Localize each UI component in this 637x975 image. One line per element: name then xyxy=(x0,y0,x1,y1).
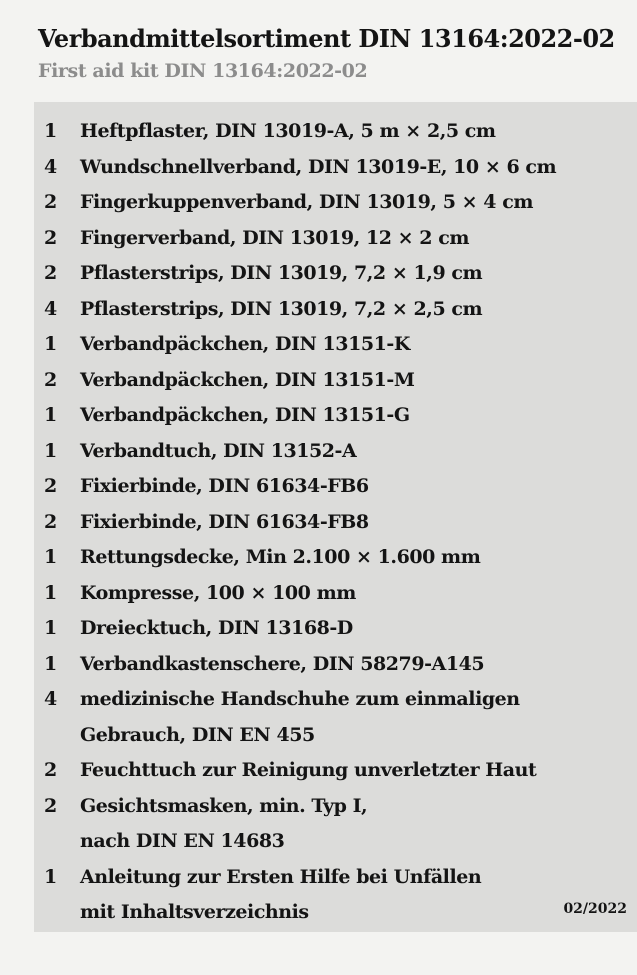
item-description xyxy=(72,256,637,292)
item-description xyxy=(72,647,637,683)
item-description xyxy=(72,327,637,363)
item-quantity: 2 xyxy=(44,510,57,533)
item-quantity: 1 xyxy=(44,439,57,462)
item-quantity: 2 xyxy=(44,759,57,781)
item-description-line: Verbandtuch, DIN 13152-A xyxy=(80,439,357,462)
version-label: 02/2022 xyxy=(563,901,627,917)
item-quantity: 2 xyxy=(44,262,57,284)
item-description xyxy=(72,576,637,612)
item-description xyxy=(72,363,637,399)
item-description-line: Fixierbinde, DIN 61634-FB8 xyxy=(80,510,369,533)
item-description xyxy=(72,185,637,221)
item-description xyxy=(72,611,637,647)
item-description-line: mit Inhaltsverzeichnis xyxy=(80,901,309,923)
item-description xyxy=(72,860,637,931)
item-description-line: medizinische Handschuhe zum einmaligen xyxy=(80,688,520,710)
list-item xyxy=(34,576,637,612)
item-description xyxy=(72,398,637,434)
item-description xyxy=(72,789,637,860)
list-item xyxy=(34,434,637,470)
item-quantity: 2 xyxy=(44,226,57,249)
item-description-line: Gebrauch, DIN EN 455 xyxy=(80,723,315,746)
list-item xyxy=(34,292,637,328)
list-item xyxy=(34,398,637,434)
item-quantity: 1 xyxy=(44,120,57,142)
item-quantity: 4 xyxy=(44,297,57,320)
list-item xyxy=(34,505,637,541)
item-description xyxy=(72,753,637,789)
item-description xyxy=(72,150,637,186)
list-item xyxy=(34,114,637,150)
item-description xyxy=(72,114,637,150)
item-description-line: Pflasterstrips, DIN 13019, 7,2 × 1,9 cm xyxy=(80,262,483,284)
item-quantity: 1 xyxy=(44,865,57,888)
list-item xyxy=(34,682,637,753)
item-quantity: 1 xyxy=(44,581,57,604)
list-item xyxy=(34,860,637,931)
list-item xyxy=(34,540,637,576)
item-quantity: 2 xyxy=(44,191,57,213)
item-quantity: 4 xyxy=(44,155,57,178)
item-quantity: 2 xyxy=(44,794,57,817)
list-item xyxy=(34,327,637,363)
item-quantity: 1 xyxy=(44,652,57,675)
item-quantity: 2 xyxy=(44,368,57,391)
list-item xyxy=(34,611,637,647)
item-description-line: Heftpflaster, DIN 13019-A, 5 m × 2,5 cm xyxy=(80,120,496,142)
item-quantity: 1 xyxy=(44,617,57,639)
item-description-line: Verbandpäckchen, DIN 13151-G xyxy=(80,404,410,426)
item-quantity: 1 xyxy=(44,546,57,568)
item-description-line: Verbandpäckchen, DIN 13151-K xyxy=(80,333,410,355)
item-quantity: 1 xyxy=(44,404,57,426)
item-description-line: Verbandpäckchen, DIN 13151-M xyxy=(80,368,415,391)
item-description xyxy=(72,221,637,257)
item-description xyxy=(72,540,637,576)
item-description-line: Wundschnellverband, DIN 13019-E, 10 × 6 cm xyxy=(80,155,557,178)
item-description xyxy=(72,682,637,753)
item-quantity: 4 xyxy=(44,688,57,710)
item-description-line: nach DIN EN 14683 xyxy=(80,830,285,852)
item-description xyxy=(72,292,637,328)
item-description-line: Fingerverband, DIN 13019, 12 × 2 cm xyxy=(80,226,469,249)
item-quantity: 2 xyxy=(44,475,57,497)
contents-list xyxy=(34,114,637,931)
item-description-line: Kompresse, 100 × 100 mm xyxy=(80,581,356,604)
item-description-line: Fixierbinde, DIN 61634-FB6 xyxy=(80,475,369,497)
item-description xyxy=(72,434,637,470)
item-description xyxy=(72,505,637,541)
list-item xyxy=(34,221,637,257)
list-item xyxy=(34,789,637,860)
document-title: Verbandmittelsortiment DIN 13164:2022-02 xyxy=(38,24,615,53)
list-item xyxy=(34,363,637,399)
list-item xyxy=(34,469,637,505)
item-description-line: Rettungsdecke, Min 2.100 × 1.600 mm xyxy=(80,546,481,568)
item-description xyxy=(72,469,637,505)
list-item xyxy=(34,185,637,221)
item-description-line: Dreiecktuch, DIN 13168-D xyxy=(80,617,353,639)
document-subtitle: First aid kit DIN 13164:2022-02 xyxy=(38,60,368,82)
list-item xyxy=(34,256,637,292)
list-item xyxy=(34,647,637,683)
item-description-line: Feuchttuch zur Reinigung unverletzter Haut xyxy=(80,759,537,781)
list-item xyxy=(34,753,637,789)
item-description-line: Verbandkastenschere, DIN 58279-A145 xyxy=(80,652,485,675)
item-description-line: Gesichtsmasken, min. Typ I, xyxy=(80,794,368,817)
item-description-line: Fingerkuppenverband, DIN 13019, 5 × 4 cm xyxy=(80,191,533,213)
contents-panel xyxy=(34,102,637,932)
item-description-line: Pflasterstrips, DIN 13019, 7,2 × 2,5 cm xyxy=(80,297,483,320)
item-description-line: Anleitung zur Ersten Hilfe bei Unfällen xyxy=(80,865,482,888)
list-item xyxy=(34,150,637,186)
item-quantity: 1 xyxy=(44,333,57,355)
